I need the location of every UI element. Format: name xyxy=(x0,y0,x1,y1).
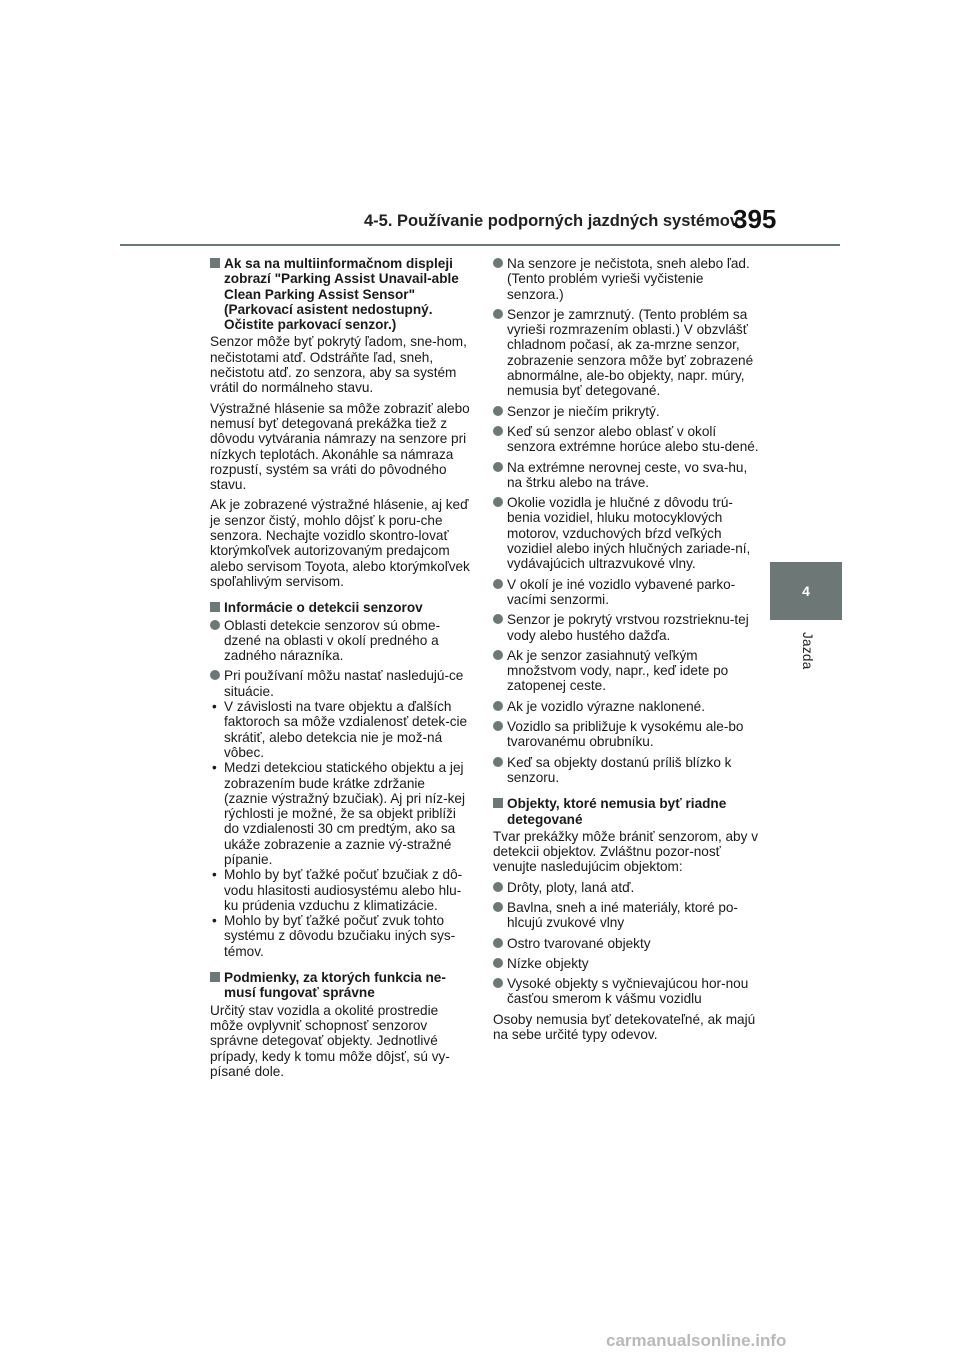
list-item xyxy=(493,460,759,491)
list-item xyxy=(493,404,759,419)
list-item xyxy=(493,424,759,455)
circle-bullet-icon xyxy=(493,958,503,968)
sub-list-item: • Mohlo by byť ťažké počuť zvuk tohto systému z dôvodu bzučiaku iných sys-témov. xyxy=(212,913,456,959)
list-item-text: Oblasti detekcie senzorov sú obme-dzené na oblasti v okolí predného a zadného nárazníka. xyxy=(224,617,441,664)
list-item xyxy=(493,699,759,714)
circle-bullet-icon xyxy=(493,650,503,660)
watermark: carmanualsonline.info xyxy=(606,1331,787,1350)
sub-list-item: • Mohlo by byť ťažké počuť bzučiak z dô-vodu hlasitosti audiosystému alebo hlu-ku prúdenia vzduchu z klimatizácie. xyxy=(212,867,463,913)
circle-bullet-icon xyxy=(493,258,503,268)
heading-text: Objekty, ktoré nemusia byť riadne detegované xyxy=(507,796,727,827)
square-bullet-icon xyxy=(210,258,220,268)
list-item-text: Na senzore je nečistota, sneh alebo ľad. (Tento problém vyrieši vyčistenie senzora.) xyxy=(507,256,750,302)
heading-text: Informácie o detekcii senzorov xyxy=(224,600,423,616)
heading-conditions xyxy=(210,970,472,1001)
list-item-text: Ak je vozidlo výrazne naklonené. xyxy=(507,698,705,714)
list-item-text: Na extrémne nerovnej ceste, vo sva-hu, na štrku alebo na tráve. xyxy=(507,459,748,490)
list-item xyxy=(493,956,759,971)
square-bullet-icon xyxy=(493,798,503,808)
chapter-number: 4 xyxy=(802,583,810,599)
list-item-text: Keď sú senzor alebo oblasť v okolí senzora extrémne horúce alebo stu-dené. xyxy=(507,423,759,455)
header-rule xyxy=(120,244,840,246)
list-item-text: Nízke objekty xyxy=(507,955,589,971)
list-item xyxy=(493,719,759,750)
list-item-text: Ak je senzor zasiahnutý veľkým množstvom vody, napr., keď idete po zatopenej ceste. xyxy=(507,647,729,694)
paragraph: Výstražné hlásenie sa môže zobraziť alebo nemusí byť detegovaná prekážka tiež z dôvodu vytvárania námrazy na senzore pri nízkych teplotách. Akonáhle sa námraza rozpustí, systém sa vráti do pôvodného stavu. xyxy=(210,400,470,493)
list-item-text: Vysoké objekty s vyčnievajúcou hor-nou časťou smerom k vášmu vozidlu xyxy=(507,976,749,1007)
sub-list-item: • V závislosti na tvare objektu a ďalších faktoroch sa môže vzdialenosť detek-cie skrátiť, alebo detekcia nie je mož-ná vôbec. xyxy=(212,699,468,760)
list-item-text: Senzor je niečím prikrytý. xyxy=(507,403,660,419)
paragraph: Určitý stav vozidla a okolité prostredie môže ovplyvniť schopnosť senzorov správne detegovať objekty. Jednotlivé prípady, kedy k tomu môže dôjsť, sú vy-písané dole. xyxy=(210,1002,450,1079)
sub-list-item: • Medzi detekciou statického objektu a jej zobrazením bude krátke zdržanie (zaznie výstražný bzučiak). Aj pri níz-kej rýchlosti je možné, že sa objekt priblíži do vzdialenosti 30 cm predtým, ako sa ukáže zobrazenie a zaznie vý-stražné pípanie. xyxy=(212,760,465,867)
circle-bullet-icon xyxy=(493,614,503,624)
list-item-text: Pri používaní môžu nastať nasledujú-ce situácie. xyxy=(224,668,464,699)
sub-list-item-text: Mohlo by byť ťažké počuť zvuk tohto systému z dôvodu bzučiaku iných sys-témov. xyxy=(224,913,456,959)
list-item xyxy=(493,495,759,571)
paragraph: Ak je zobrazené výstražné hlásenie, aj keď je senzor čistý, mohlo dôjsť k poru-che senzora. Nechajte vozidlo skontro-lovať ktorýmkoľvek autorizovaným predajcom alebo servisom Toyota, alebo ktorýmkoľvek spoľahlivým servisom. xyxy=(210,497,470,589)
circle-bullet-icon xyxy=(493,978,503,988)
circle-bullet-icon xyxy=(493,462,503,472)
circle-bullet-icon xyxy=(493,938,503,948)
list-item xyxy=(493,577,759,608)
sub-list-item-text: V závislosti na tvare objektu a ďalších faktoroch sa môže vzdialenosť detek-cie skrátiť, alebo detekcia nie je mož-ná vôbec. xyxy=(224,699,468,760)
list-item-text: Drôty, ploty, laná atď. xyxy=(507,879,635,895)
circle-bullet-icon xyxy=(493,701,503,711)
list-item xyxy=(210,618,472,664)
square-bullet-icon xyxy=(210,602,220,612)
page-number: 395 xyxy=(733,204,777,234)
circle-bullet-icon xyxy=(493,579,503,589)
list-item-text: Ostro tvarované objekty xyxy=(507,935,651,951)
circle-bullet-icon xyxy=(210,670,220,680)
list-item xyxy=(210,668,472,699)
list-item xyxy=(493,307,759,399)
right-column xyxy=(493,256,759,1047)
section-title: 4-5. Používanie podporných jazdných systémov xyxy=(364,212,740,230)
circle-bullet-icon xyxy=(210,620,220,630)
paragraph: Tvar prekážky môže brániť senzorom, aby v detekcii objektov. Zvláštnu pozor-nosť venujte nasledujúcim objektom: xyxy=(493,828,758,875)
list-item xyxy=(493,612,759,643)
circle-bullet-icon xyxy=(493,426,503,436)
circle-bullet-icon xyxy=(493,497,503,507)
circle-bullet-icon xyxy=(493,406,503,416)
sub-list-item-text: Medzi detekciou statického objektu a jej zobrazením bude krátke zdržanie (zaznie výstražný bzučiak). Aj pri níz-kej rýchlosti je možné, že sa objekt priblíži do vzdialenosti 30 cm predtým, ako sa ukáže zobrazenie a zaznie vý-stražné pípanie. xyxy=(224,760,465,867)
circle-bullet-icon xyxy=(493,721,503,731)
list-item xyxy=(493,648,759,694)
heading-text: Ak sa na multiinformačnom displeji zobrazí "Parking Assist Unavail-able Clean Parking Assist Sensor" (Parkovací asistent nedostupný. Očistite parkovací senzor.) xyxy=(224,256,459,333)
list-item xyxy=(493,755,759,786)
square-bullet-icon xyxy=(210,972,220,982)
list-item xyxy=(493,880,759,895)
list-item-text: Senzor je pokrytý vrstvou rozstrieknu-tej vody alebo hustého dažďa. xyxy=(507,612,749,643)
heading-sensor-detection xyxy=(210,600,472,615)
heading-text: Podmienky, za ktorých funkcia ne-musí fungovať správne xyxy=(224,970,446,1001)
list-item-text: Keď sa objekty dostanú príliš blízko k senzoru. xyxy=(507,754,732,785)
list-item xyxy=(493,936,759,951)
paragraph: Senzor môže byť pokrytý ľadom, sne-hom, nečistotami atď. Odstráňte ľad, sneh, nečistotu atď. zo senzora, aby sa systém vrátil do normálneho stavu. xyxy=(210,334,467,396)
circle-bullet-icon xyxy=(493,902,503,912)
chapter-tab[interactable] xyxy=(770,562,842,620)
heading-display-message xyxy=(210,256,472,332)
list-item-text: V okolí je iné vozidlo vybavené parko-vacími senzormi. xyxy=(507,576,736,607)
circle-bullet-icon xyxy=(493,882,503,892)
list-item-text: Vozidlo sa približuje k vysokému ale-bo tvarovanému obrubníku. xyxy=(507,719,744,750)
chapter-label: Jazda xyxy=(800,632,815,670)
list-item xyxy=(493,900,759,931)
list-item xyxy=(493,256,759,302)
left-column xyxy=(210,256,472,1084)
list-item-text: Okolie vozidla je hlučné z dôvodu trú-benia vozidiel, hluku motocyklových motorov, vzduchových bŕzd veľkých vozidiel alebo iných hlučných zariade-ní, vydávajúcich ultrazvukové vlny. xyxy=(507,495,751,572)
heading-undetected-objects xyxy=(493,796,759,827)
list-item-text: Senzor je zamrznutý. (Tento problém sa vyrieši rozmrazením oblasti.) V obzvlášť chladnom počasí, ak za-mrzne senzor, zobrazenie senzora môže byť zobrazené abnormálne, ale-bo objekty, napr. múry, nemusia byť detegované. xyxy=(507,306,754,399)
sub-list-item-text: Mohlo by byť ťažké počuť bzučiak z dô-vodu hlasitosti audiosystému alebo hlu-ku prúdenia vzduchu z klimatizácie. xyxy=(224,867,463,913)
circle-bullet-icon xyxy=(493,757,503,767)
list-item-text: Bavlna, sneh a iné materiály, ktoré po-hlcujú zvukové vlny xyxy=(507,899,738,931)
paragraph: Osoby nemusia byť detekovateľné, ak majú na sebe určité typy odevov. xyxy=(493,1011,756,1043)
circle-bullet-icon xyxy=(493,309,503,319)
list-item xyxy=(493,976,759,1007)
